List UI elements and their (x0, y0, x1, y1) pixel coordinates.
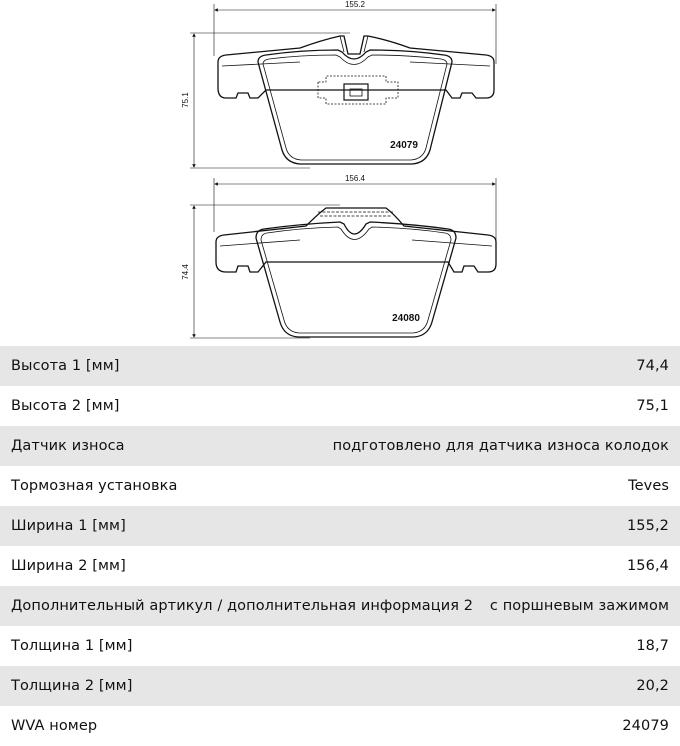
spec-value: подготовлено для датчика износа колодок (332, 438, 669, 454)
spec-value: 20,2 (636, 678, 669, 694)
spec-label: Датчик износа (11, 438, 125, 454)
spec-label: Ширина 1 [мм] (11, 518, 126, 534)
spec-value: 74,4 (636, 358, 669, 374)
pad-top-width-dim: 155.2 (344, 0, 366, 9)
brake-pad-drawing (0, 0, 680, 346)
spec-label: Ширина 2 [мм] (11, 558, 126, 574)
spec-value: 24079 (622, 718, 669, 734)
pad-bottom (190, 178, 496, 338)
spec-row-width-2 (0, 546, 680, 586)
spec-row-wear-sensor (0, 426, 680, 466)
spec-value: Teves (628, 478, 669, 494)
spec-label: Высота 1 [мм] (11, 358, 120, 374)
spec-label: Толщина 1 [мм] (11, 638, 133, 654)
spec-row-height-1 (0, 346, 680, 386)
spec-row-thickness-1 (0, 626, 680, 666)
specs-table (0, 346, 680, 746)
spec-label: Толщина 2 [мм] (11, 678, 133, 694)
pad-top-height-dim: 75.1 (181, 92, 190, 108)
spec-value: 18,7 (636, 638, 669, 654)
spec-row-thickness-2 (0, 666, 680, 706)
spec-label: WVA номер (11, 718, 98, 734)
spec-label: Дополнительный артикул / дополнительная информация 2 (11, 598, 474, 614)
spec-row-brake-system (0, 466, 680, 506)
spec-row-height-2 (0, 386, 680, 426)
pad-bottom-width-dim: 156.4 (344, 174, 366, 183)
spec-label: Высота 2 [мм] (11, 398, 120, 414)
spec-value: с поршневым зажимом (489, 598, 669, 614)
pad-top (190, 4, 496, 168)
pad-bottom-part-number: 24080 (392, 313, 420, 324)
spec-row-width-1 (0, 506, 680, 546)
spec-value: 156,4 (626, 558, 669, 574)
spec-row-wva-number (0, 706, 680, 746)
pad-top-part-number: 24079 (390, 140, 418, 151)
pad-bottom-height-dim: 74.4 (181, 264, 190, 280)
spec-row-additional-info (0, 586, 680, 626)
spec-value: 75,1 (636, 398, 669, 414)
spec-label: Тормозная установка (11, 478, 178, 494)
spec-value: 155,2 (626, 518, 669, 534)
